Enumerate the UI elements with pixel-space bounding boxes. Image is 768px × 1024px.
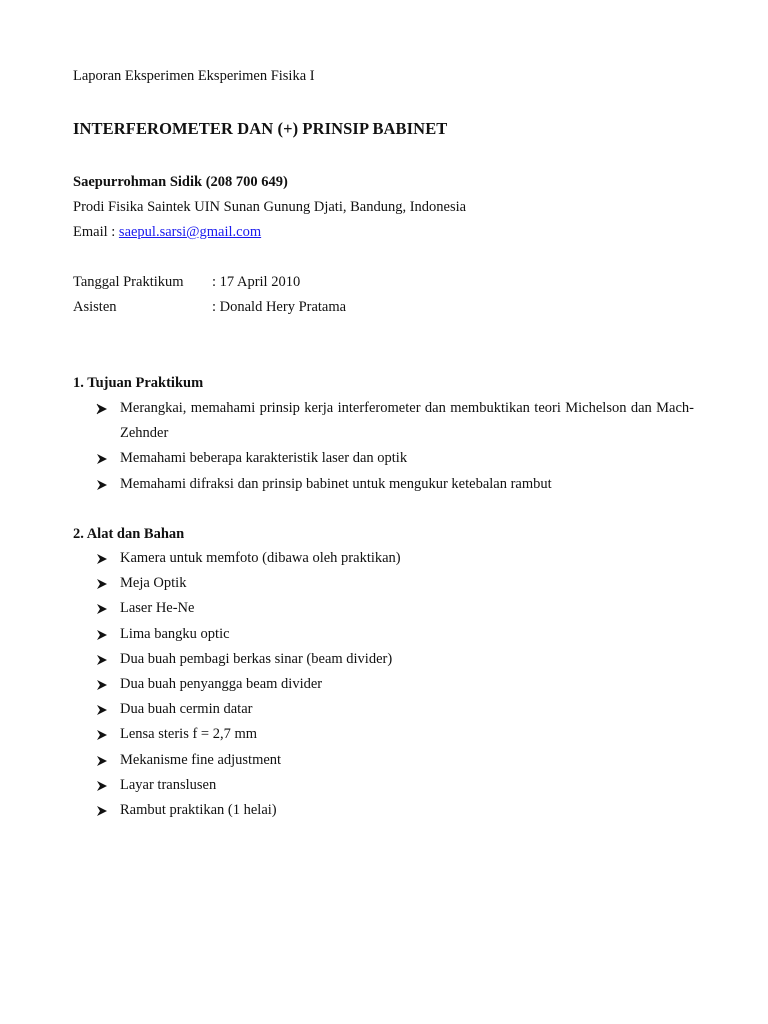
document-title: INTERFEROMETER DAN (+) PRINSIP BABINET xyxy=(73,119,448,138)
arrowhead-bullet-icon xyxy=(96,654,108,666)
list-item xyxy=(96,622,694,647)
list-item-text: Dua buah cermin datar xyxy=(120,701,253,718)
arrowhead-bullet-icon xyxy=(96,729,108,741)
list-item xyxy=(96,546,694,571)
practicum-date-value: : 17 April 2010 xyxy=(212,274,301,290)
arrowhead-bullet-icon xyxy=(96,629,108,641)
section-heading-equipment: 2. Alat dan Bahan xyxy=(73,526,185,542)
arrowhead-bullet-icon xyxy=(96,780,108,792)
list-item-text: Lensa steris f = 2,7 mm xyxy=(120,726,258,743)
arrowhead-bullet-icon xyxy=(96,755,108,767)
assistant-label: Asisten xyxy=(73,299,117,315)
list-item xyxy=(96,697,694,722)
list-item xyxy=(96,446,694,471)
list-item-text: Memahami beberapa karakteristik laser dan optik xyxy=(120,450,408,467)
list-item xyxy=(96,647,694,672)
assistant-row xyxy=(73,300,346,315)
list-item xyxy=(96,722,694,747)
list-item xyxy=(96,773,694,798)
equipment-list xyxy=(96,546,694,823)
list-item xyxy=(96,396,694,446)
list-item-text: Lima bangku optic xyxy=(120,625,230,642)
list-item-text: Meja Optik xyxy=(120,575,187,592)
list-item xyxy=(96,748,694,773)
arrowhead-bullet-icon xyxy=(96,679,108,691)
email-link[interactable]: saepul.sarsi@gmail.com xyxy=(118,224,262,240)
list-item xyxy=(96,472,694,497)
email-line xyxy=(73,225,261,240)
arrowhead-bullet-icon xyxy=(96,603,108,615)
list-item xyxy=(96,672,694,697)
objectives-list xyxy=(96,396,694,497)
arrowhead-bullet-icon xyxy=(96,704,108,716)
assistant-value: : Donald Hery Pratama xyxy=(212,299,347,315)
arrowhead-bullet-icon xyxy=(96,403,108,415)
email-label: Email : xyxy=(73,224,119,240)
document-header: Laporan Eksperimen Eksperimen Fisika I xyxy=(73,68,315,84)
arrowhead-bullet-icon xyxy=(96,553,108,565)
author-affiliation: Prodi Fisika Saintek UIN Sunan Gunung Djati, Bandung, Indonesia xyxy=(73,199,467,215)
practicum-date-row xyxy=(73,275,300,290)
section-heading-objectives: 1. Tujuan Praktikum xyxy=(73,375,204,391)
list-item-text: Kamera untuk memfoto (dibawa oleh praktikan) xyxy=(120,550,401,566)
arrowhead-bullet-icon xyxy=(96,479,108,491)
list-item-text: Laser He-Ne xyxy=(120,600,195,617)
practicum-date-label: Tanggal Praktikum xyxy=(73,274,184,290)
list-item-text: Merangkai, memahami prinsip kerja interferometer dan membuktikan teori Michelson dan Mach-Zehnder xyxy=(120,400,694,442)
list-item-text: Dua buah pembagi berkas sinar (beam divider) xyxy=(120,650,393,667)
list-item-text: Memahami difraksi dan prinsip babinet untuk mengukur ketebalan rambut xyxy=(120,475,552,492)
arrowhead-bullet-icon xyxy=(96,805,108,817)
list-item-text: Mekanisme fine adjustment xyxy=(120,751,282,768)
author-name: Saepurrohman Sidik (208 700 649) xyxy=(73,174,288,190)
arrowhead-bullet-icon xyxy=(96,578,108,590)
list-item xyxy=(96,596,694,621)
list-item xyxy=(96,798,694,823)
list-item-text: Layar translusen xyxy=(120,776,217,793)
list-item-text: Dua buah penyangga beam divider xyxy=(120,676,323,693)
arrowhead-bullet-icon xyxy=(96,453,108,465)
list-item xyxy=(96,571,694,596)
list-item-text: Rambut praktikan (1 helai) xyxy=(120,802,277,819)
